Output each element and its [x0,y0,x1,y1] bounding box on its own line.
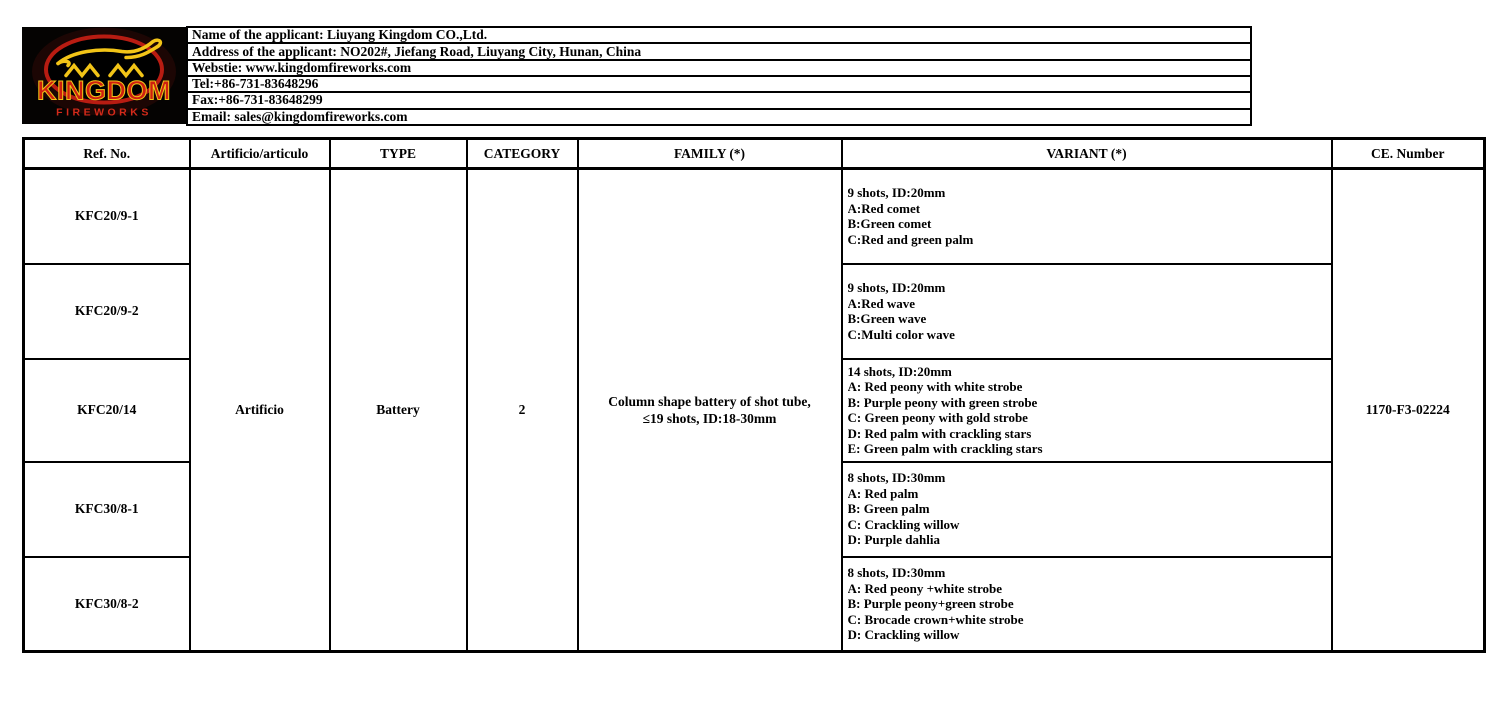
family-line: Column shape battery of shot tube, [608,394,811,409]
website-row: Webstie: www.kingdomfireworks.com [188,59,1250,75]
header-ref-no: Ref. No. [24,139,190,169]
ce-number-cell: 1170-F3-02224 [1332,169,1485,652]
header-ce-number: CE. Number [1332,139,1485,169]
variant-cell [842,169,1332,264]
header-type: TYPE [330,139,467,169]
email-row: Email: sales@kingdomfireworks.com [188,108,1250,124]
header-category: CATEGORY [467,139,578,169]
applicant-address-row: Address of the applicant: NO202#, Jiefang Road, Liuyang City, Hunan, China [188,42,1250,58]
variant-line: 8 shots, ID:30mm [847,470,946,486]
ref-no-cell: KFC30/8-1 [24,462,190,557]
variant-line: D: Crackling willow [847,627,960,642]
variant-line: C:Red and green palm [847,231,974,247]
variant-cell [842,359,1332,462]
variant-line: 9 shots, ID:20mm [847,280,946,295]
header-artificio: Artificio/articulo [190,139,330,169]
variant-cell [842,557,1332,652]
variant-line: A: Red peony +white strobe [847,580,1002,596]
variant-cell [842,264,1332,359]
artificio-cell: Artificio [190,169,330,652]
header-family: FAMILY (*) [578,139,842,169]
ref-no-cell: KFC20/14 [24,359,190,462]
kingdom-fireworks-logo-graphic [22,27,186,124]
product-table [22,137,1486,653]
company-logo [22,27,186,124]
product-table-body [24,169,1485,652]
variant-line: 9 shots, ID:20mm [847,185,946,201]
variant-line: A: Red palm [847,485,919,501]
ref-no-cell: KFC20/9-2 [24,264,190,359]
variant-line: C: Crackling willow [847,516,960,532]
variant-cell [842,462,1332,557]
variant-line: 8 shots, ID:30mm [847,565,946,580]
ref-no-cell: KFC30/8-2 [24,557,190,652]
table-row [24,169,1485,264]
variant-line: 14 shots, ID:20mm [847,363,952,379]
variant-line: B:Green comet [847,216,932,232]
variant-line: A:Red wave [847,295,916,311]
family-line: ≤19 shots, ID:18-30mm [642,411,777,426]
applicant-info-table [186,26,1252,126]
fax-row: Fax:+86-731-83648299 [188,91,1250,107]
type-cell: Battery [330,169,467,652]
product-table-container [22,137,1486,653]
category-cell: 2 [467,169,578,652]
logo-brand-text: KINGDOM [37,75,171,106]
variant-line: B:Green wave [847,311,927,326]
logo-subtitle-text: FIREWORKS [56,106,152,119]
variant-line: B: Green palm [847,501,930,517]
header-variant: VARIANT (*) [842,139,1332,169]
variant-line: C:Multi color wave [847,326,955,342]
variant-line: B: Purple peony+green strobe [847,596,1014,611]
variant-line: B: Purple peony with green strobe [847,394,1038,410]
variant-line: E: Green palm with crackling stars [847,441,1043,456]
applicant-name-row: Name of the applicant: Liuyang Kingdom CO.,Ltd. [192,28,488,43]
tel-row: Tel:+86-731-83648296 [188,75,1250,91]
table-header-row [24,139,1485,169]
variant-line: D: Red palm with crackling stars [847,425,1032,441]
variant-line: D: Purple dahlia [847,532,940,548]
variant-line: C: Green peony with gold strobe [847,410,1028,425]
variant-line: C: Brocade crown+white strobe [847,611,1024,627]
ref-no-cell: KFC20/9-1 [24,169,190,264]
family-cell [578,169,842,652]
variant-line: A: Red peony with white strobe [847,379,1023,394]
variant-line: A:Red comet [847,200,921,216]
